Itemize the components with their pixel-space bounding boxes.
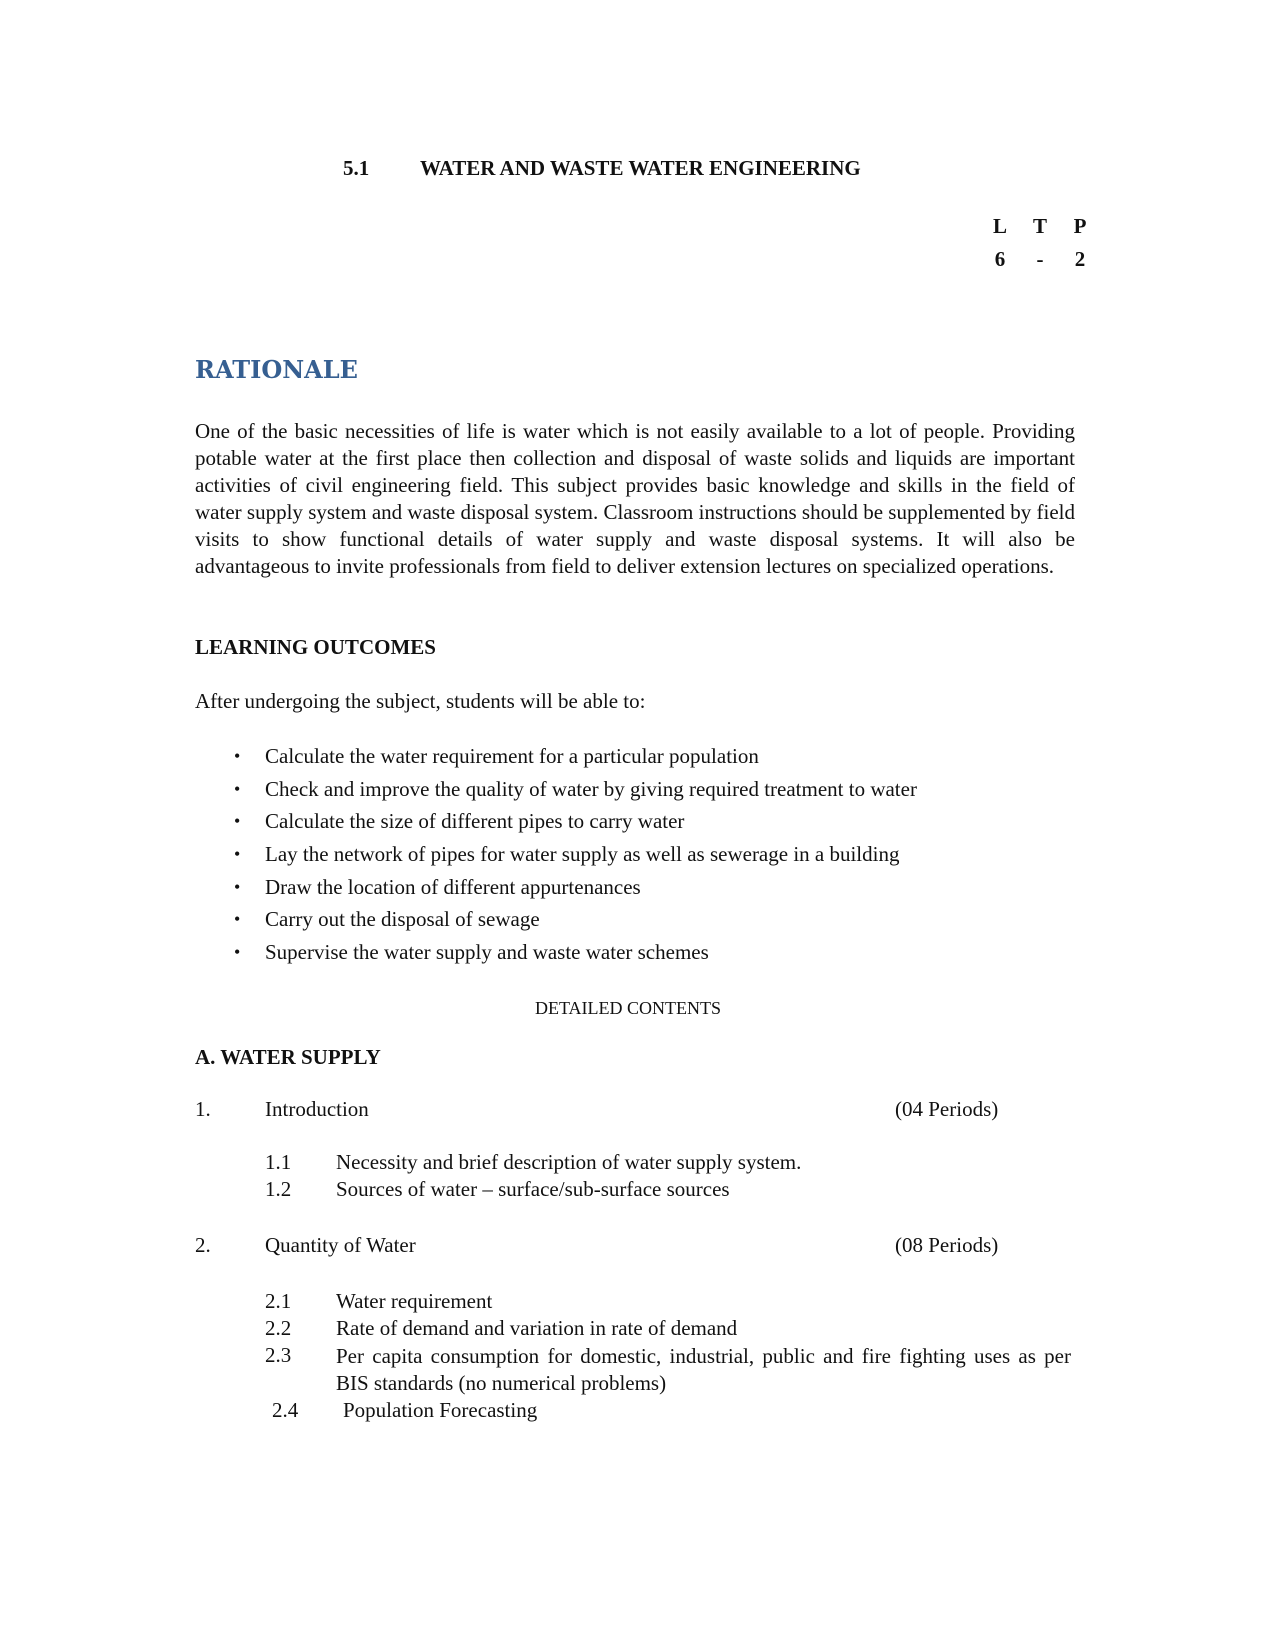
list-item bbox=[230, 903, 917, 936]
subtopic-text: Population Forecasting bbox=[343, 1398, 538, 1422]
topic-periods: (08 Periods) bbox=[895, 1233, 999, 1257]
subtopic-number: 1.2 bbox=[265, 1177, 292, 1201]
list-item-text: Calculate the size of different pipes to carry water bbox=[265, 809, 685, 834]
rationale-paragraph: One of the basic necessities of life is water which is not easily available to a lot of people. Providing potable water at the first place then collection and disposal of waste solids and liquids are important activities of civil engineering field. This subject provides basic knowledge and skills in the field of water supply system and waste disposal system. Classroom instructions should be supplemented by field visits to show functional details of water supply and waste disposal systems. It will also be advantageous to invite professionals from field to deliver extension lectures on specialized operations. bbox=[195, 419, 1075, 578]
bullet-icon: • bbox=[234, 876, 241, 897]
list-item-text: Carry out the disposal of sewage bbox=[265, 907, 540, 932]
water-supply-heading: A. WATER SUPPLY bbox=[195, 1045, 381, 1069]
ltp-label-p: P bbox=[1073, 214, 1087, 238]
subtopic-text: Necessity and brief description of water supply system. bbox=[336, 1150, 802, 1174]
list-item-text: Check and improve the quality of water by giving required treatment to water bbox=[265, 776, 917, 801]
list-item bbox=[230, 838, 917, 871]
learning-outcomes-list bbox=[230, 740, 917, 969]
bullet-icon: • bbox=[234, 746, 241, 766]
subtopic-number: 1.1 bbox=[265, 1150, 292, 1174]
topic-number: 1. bbox=[195, 1097, 211, 1121]
ltp-table bbox=[980, 214, 1100, 280]
list-item bbox=[230, 805, 917, 838]
ltp-value-l: 6 bbox=[994, 247, 1006, 271]
rationale-heading: RATIONALE bbox=[195, 355, 358, 384]
learning-outcomes-intro: After undergoing the subject, students will be able to: bbox=[195, 689, 646, 713]
bullet-icon: • bbox=[234, 942, 241, 963]
list-item-text: Draw the location of different appurtenances bbox=[265, 874, 641, 899]
ltp-value-t: - bbox=[1036, 247, 1044, 271]
subtopic-number: 2.4 bbox=[272, 1398, 299, 1422]
ltp-value-p: 2 bbox=[1074, 247, 1086, 271]
learning-outcomes-heading: LEARNING OUTCOMES bbox=[195, 635, 436, 659]
bullet-icon: • bbox=[234, 909, 241, 930]
topic-title: Quantity of Water bbox=[265, 1233, 416, 1257]
bullet-icon: • bbox=[234, 778, 241, 799]
topic-number: 2. bbox=[195, 1233, 211, 1257]
list-item bbox=[230, 936, 917, 969]
list-item bbox=[230, 740, 917, 773]
list-item bbox=[230, 773, 917, 806]
subtopic-text: Per capita consumption for domestic, industrial, public and fire fighting uses as per BIS standards (no numerical problems) bbox=[336, 1344, 1071, 1395]
ltp-values-row bbox=[980, 247, 1100, 280]
subtopic-text: Rate of demand and variation in rate of demand bbox=[336, 1316, 738, 1340]
list-item-text: Supervise the water supply and waste water schemes bbox=[265, 940, 709, 965]
ltp-labels-row bbox=[980, 214, 1100, 247]
list-item bbox=[230, 871, 917, 904]
subtopic-text: Sources of water – surface/sub-surface sources bbox=[336, 1177, 730, 1201]
ltp-label-l: L bbox=[992, 214, 1007, 238]
bullet-icon: • bbox=[234, 811, 241, 832]
bullet-icon: • bbox=[234, 844, 241, 865]
subtopic-number: 2.2 bbox=[265, 1316, 292, 1340]
section-number: 5.1 bbox=[343, 156, 370, 180]
page-title: WATER AND WASTE WATER ENGINEERING bbox=[420, 156, 861, 180]
list-item-text: Lay the network of pipes for water supply as well as sewerage in a building bbox=[265, 842, 900, 867]
subtopic-number: 2.3 bbox=[265, 1343, 292, 1367]
detailed-contents-heading: DETAILED CONTENTS bbox=[535, 998, 722, 1018]
topic-title: Introduction bbox=[265, 1097, 369, 1121]
subtopic-text: Water requirement bbox=[336, 1289, 493, 1313]
topic-periods: (04 Periods) bbox=[895, 1097, 999, 1121]
list-item-text: Calculate the water requirement for a particular population bbox=[265, 744, 759, 768]
ltp-label-t: T bbox=[1032, 214, 1047, 238]
subtopic-number: 2.1 bbox=[265, 1289, 292, 1313]
